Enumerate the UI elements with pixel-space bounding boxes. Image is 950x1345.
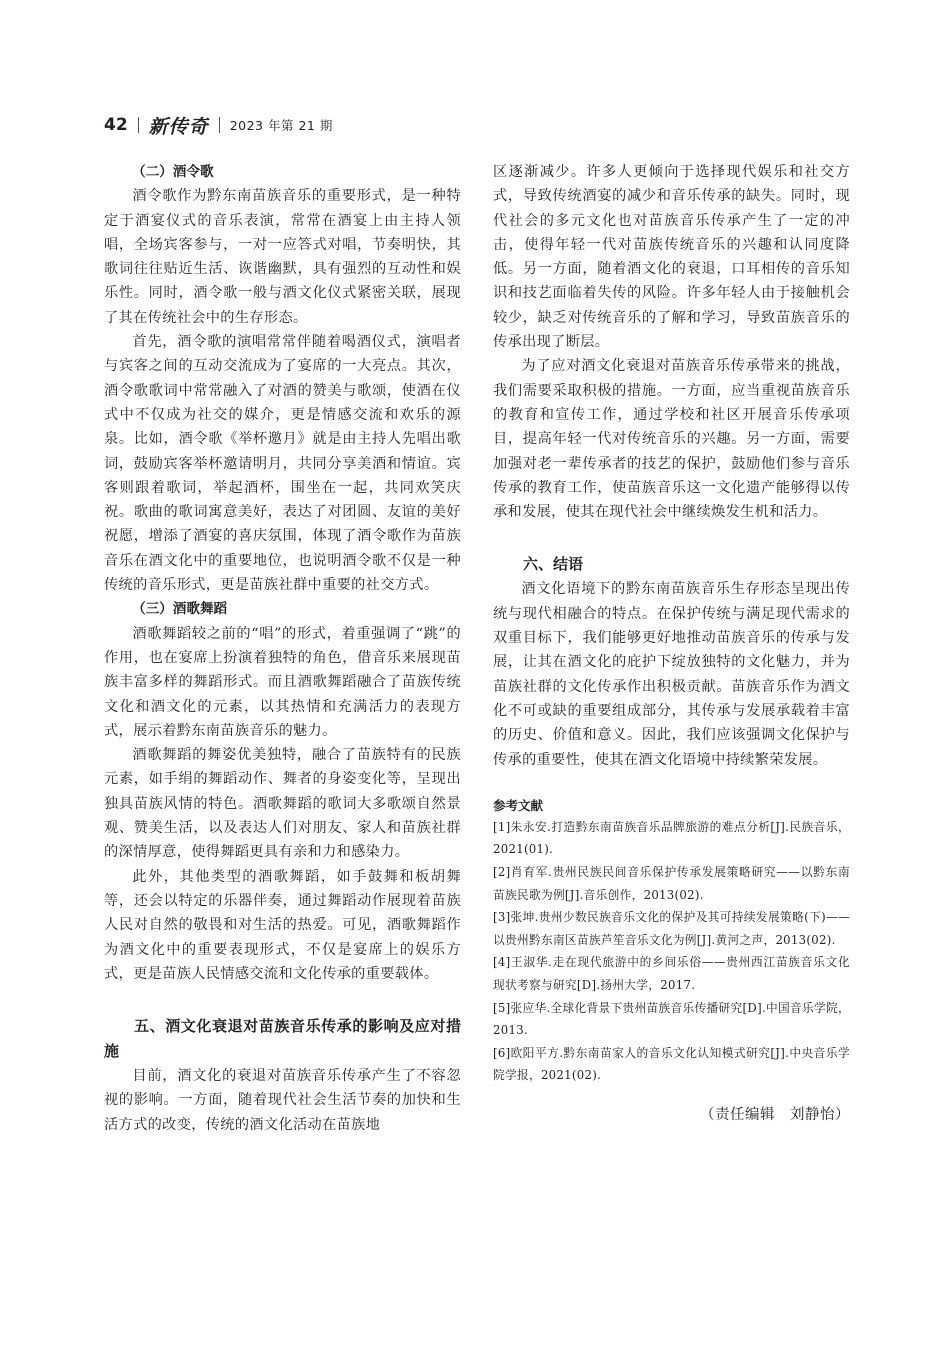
paragraph: 为了应对酒文化衰退对苗族音乐传承带来的挑战，我们需要采取积极的措施。一方面，应当重视苗族音乐的教育和宣传工作，通过学校和社区开展音乐传承项目，提高年轻一代对传统音乐的兴趣。另一方面，需要加强对老一辈传承者的技艺的保护，鼓励他们参与音乐传承的教育工作，使苗族音乐这一文化遗产能够得以传承和发展，使其在现代社会中继续焕发生机和活力。 — [493, 358, 850, 521]
journal-logo: 新传奇 — [148, 115, 209, 138]
reference-item: [3]张坤.贵州少数民族音乐文化的保护及其可持续发展策略(下)——以贵州黔东南区苗族芦笙音乐文化为例[J].黄河之声，2013(02). — [493, 910, 850, 947]
paragraph: 首先，酒令歌的演唱常常伴随着喝酒仪式，演唱者与宾客之间的互动交流成为了宴席的一大亮点。其次，酒令歌歌词中常常融入了对酒的赞美与歌颂，使酒在仪式中不仅成为社交的媒介，更是情感交流和欢乐的源泉。比如，酒令歌《举杯邀月》就是由主持人先唱出歌词，鼓励宾客举杯邀请明月，共同分享美酒和情谊。宾客则跟着歌词，举起酒杯，围坐在一起，共同欢笑庆祝。歌曲的歌词寓意美好，表达了对团圆、友谊的美好祝愿，增添了酒宴的喜庆氛围，体现了酒令歌作为苗族音乐在酒文化中的重要地位，也说明酒令歌不仅是一种传统的音乐形式，更是苗族社群中重要的社交方式。 — [104, 334, 461, 594]
subsection-heading: （二）酒令歌 — [132, 164, 214, 180]
reference-item: [2]肖育军.贵州民族民间音乐保护传承发展策略研究——以黔东南苗族民歌为例[J].音乐创作，2013(02). — [493, 865, 850, 902]
reference-item: [6]欧阳平方.黔东南苗家人的音乐文化认知模式研究[J].中央音乐学院学报，2021(02). — [493, 1045, 850, 1083]
right-column — [493, 160, 850, 1127]
header-divider — [219, 117, 220, 133]
paragraph: 目前，酒文化的衰退对苗族音乐传承产生了不容忽视的影响。一方面，随着现代社会生活节奏的加快和生活方式的改变，传统的酒文化活动在苗族地 — [104, 1068, 461, 1133]
page-number: 42 — [104, 115, 128, 135]
reference-item: [4]王淑华.走在现代旅游中的乡间乐俗——贵州西江苗族音乐文化现状考察与研究[D].扬州大学，2017. — [493, 955, 850, 992]
reference-list — [493, 816, 850, 1087]
paragraph: 此外，其他类型的酒歌舞蹈，如手鼓舞和板胡舞等，还会以特定的乐器伴奏，通过舞蹈动作展现着苗族人民对自然的敬畏和对生活的热爱。可见，酒歌舞蹈作为酒文化中的重要表现形式，不仅是宴席上的娱乐方式，更是苗族人民情感交流和文化传承的重要载体。 — [104, 868, 461, 982]
issue-label: 2023 年第 21 期 — [229, 118, 333, 133]
header-divider — [138, 117, 139, 133]
page-header — [104, 114, 333, 136]
references-heading: 参考文献 — [493, 797, 544, 813]
paragraph-continued: 区逐渐减少。许多人更倾向于选择现代娱乐和社交方式，导致传统酒宴的减少和音乐传承的缺失。同时，现代社会的多元文化也对苗族音乐传承产生了一定的冲击，使得年轻一代对苗族传统音乐的兴趣和认同度降低。另一方面，随着酒文化的衰退，口耳相传的音乐知识和技艺面临着失传的风险。许多年轻人由于接触机会较少，缺乏对传统音乐的了解和学习，导致苗族音乐的传承出现了断层。 — [493, 164, 850, 351]
reference-item: [5]张应华.全球化背景下贵州苗族音乐传播研究[D].中国音乐学院，2013. — [493, 1000, 850, 1038]
paragraph: 酒文化语境下的黔东南苗族音乐生存形态呈现出传统与现代相融合的特点。在保护传统与满足现代需求的双重目标下，我们能够更好地推动苗族音乐的传承与发展，让其在酒文化的庇护下绽放独特的文化魅力，并为苗族社群的文化传承作出积极贡献。苗族音乐作为酒文化不可或缺的重要组成部分，其传承与发展承载着丰富的历史、价值和意义。因此，我们应该强调文化保护与传承的重要性，使其在酒文化语境中持续繁荣发展。 — [493, 581, 850, 768]
section-heading: 五、酒文化衰退对苗族音乐传承的影响及应对措施 — [104, 1017, 461, 1061]
editor-credit: （责任编辑 刘静怡） — [700, 1106, 850, 1123]
section-heading: 六、结语 — [523, 555, 584, 574]
left-column — [104, 160, 461, 1137]
paragraph: 酒令歌作为黔东南苗族音乐的重要形式，是一种特定于酒宴仪式的音乐表演，常常在酒宴上由主持人领唱，全场宾客参与，一对一应答式对唱，节奏明快，其歌词往往贴近生活、诙谐幽默，具有强烈的互动性和娱乐性。同时，酒令歌一般与酒文化仪式紧密关联，展现了其在传统社会中的生存形态。 — [104, 188, 461, 326]
paragraph: 酒歌舞蹈的舞姿优美独特，融合了苗族特有的民族元素，如手绢的舞蹈动作、舞者的身姿变化等，呈现出独具苗族风情的特色。酒歌舞蹈的歌词大多歌颂自然景观、赞美生活，以及表达人们对朋友、家人和苗族社群的深情厚意，使得舞蹈更具有亲和力和感染力。 — [104, 747, 461, 861]
paragraph: 酒歌舞蹈较之前的“唱”的形式，着重强调了“跳”的作用，也在宴席上扮演着独特的角色，借音乐来展现苗族丰富多样的舞蹈形式。而且酒歌舞蹈融合了苗族传统文化和酒文化的元素，以其热情和充满活力的表现方式，展示着黔东南苗族音乐的魅力。 — [104, 625, 461, 739]
subsection-heading: （三）酒歌舞蹈 — [132, 601, 228, 618]
reference-item: [1]朱永安.打造黔东南苗族音乐品牌旅游的难点分析[J].民族音乐，2021(01). — [493, 819, 850, 857]
